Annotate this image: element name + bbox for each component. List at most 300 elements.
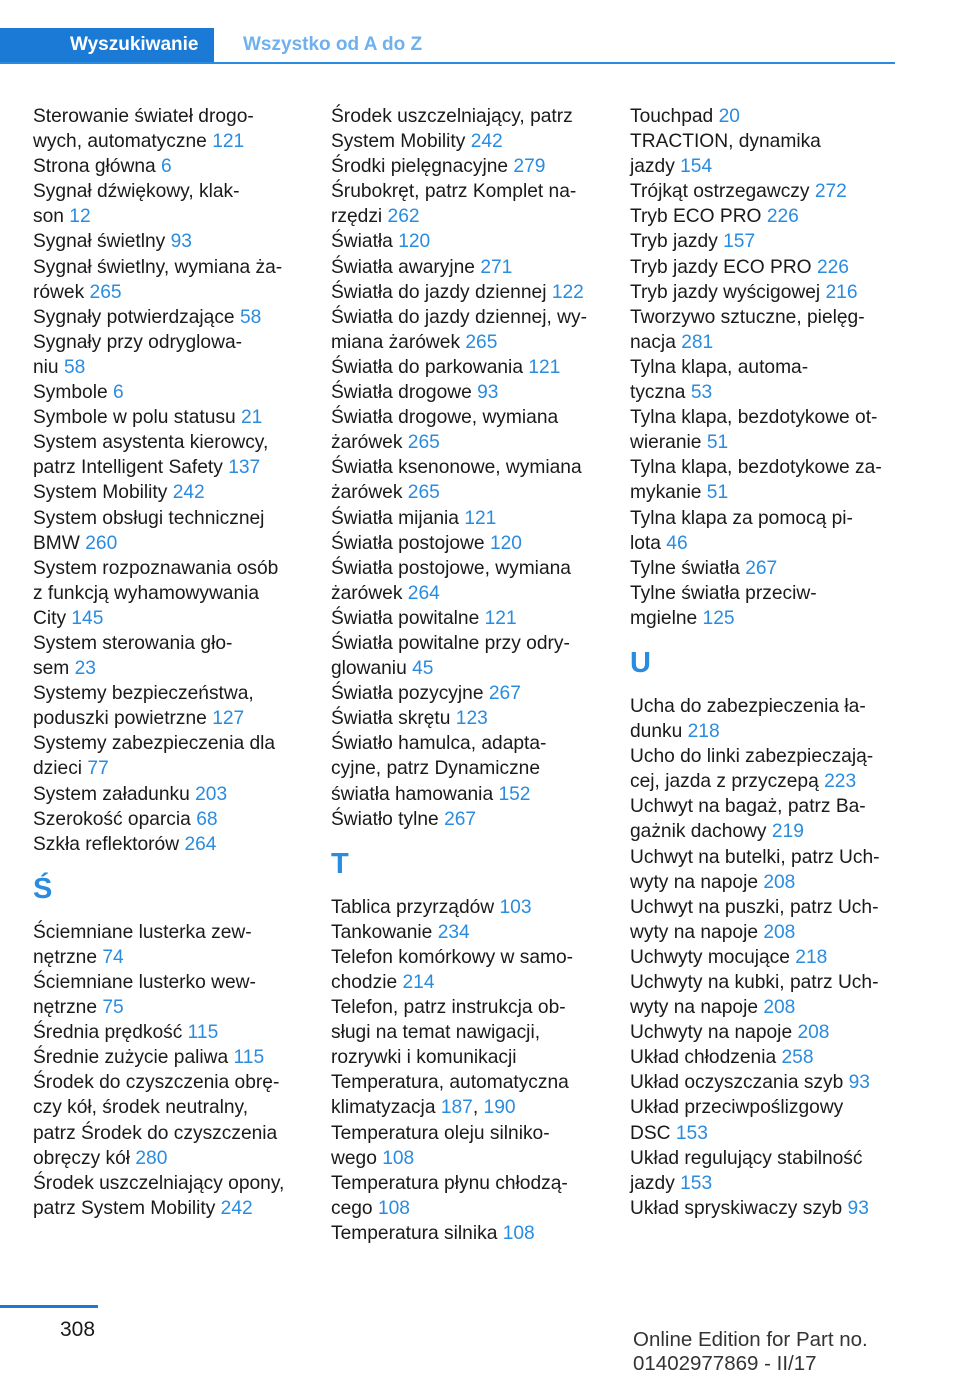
page-reference-link[interactable]: 190 <box>483 1097 516 1119</box>
index-entry-text <box>630 794 895 819</box>
index-entry-text <box>331 380 616 405</box>
index-entry <box>331 255 616 280</box>
index-entry <box>33 832 318 857</box>
index-entry <box>33 154 318 179</box>
index-entry-line: Średnie zużycie paliwa <box>33 1047 229 1069</box>
index-entry-line: System Mobility <box>33 482 168 504</box>
index-entry-text <box>630 430 895 455</box>
index-entry-text <box>33 1095 318 1120</box>
index-entry-text <box>630 920 895 945</box>
index-entry-text <box>630 870 895 895</box>
index-entry-line: Ściemniane lusterka zew- <box>33 921 252 943</box>
page-reference-link[interactable]: 115 <box>233 1047 265 1069</box>
index-entry <box>630 255 895 280</box>
page-reference-link[interactable]: 122 <box>551 281 584 303</box>
page-reference-link[interactable]: 145 <box>71 607 104 629</box>
index-entry-text <box>331 330 616 355</box>
index-entry-line: System rozpoznawania osób <box>33 557 279 579</box>
index-entry-text <box>630 995 895 1020</box>
index-entry-text <box>331 1121 616 1146</box>
page-number: 308 <box>60 1318 96 1341</box>
index-entry-text <box>33 631 318 656</box>
page-reference-link[interactable]: 20 <box>718 106 740 127</box>
page-reference-link[interactable]: 108 <box>502 1222 535 1244</box>
index-entry-text <box>33 405 318 430</box>
index-entry-text <box>331 782 616 807</box>
index-entry <box>33 305 318 330</box>
page-reference-link[interactable]: 234 <box>437 921 470 943</box>
index-entry <box>630 405 895 455</box>
index-entry-line: dzieci <box>33 758 83 780</box>
index-entry <box>630 104 895 129</box>
page-reference-link[interactable]: 265 <box>407 432 440 454</box>
index-entry-text <box>630 819 895 844</box>
index-entry-text <box>33 280 318 305</box>
index-entry <box>331 631 616 681</box>
page-reference-link[interactable]: 265 <box>89 281 122 303</box>
index-entry-line: wyty na napoje <box>630 871 758 893</box>
index-entry-line: Telefon, patrz instrukcja ob- <box>331 997 566 1019</box>
page-reference-link[interactable]: 218 <box>687 721 720 743</box>
index-entry-line: TRACTION, dynamika <box>630 131 821 153</box>
index-entry-line: System obsługi technicznej <box>33 507 265 529</box>
index-entry-line: wyty na napoje <box>630 997 758 1019</box>
index-entry-line: obręczy kół <box>33 1147 131 1169</box>
index-entry-text <box>630 179 895 204</box>
page-reference-link[interactable]: 108 <box>382 1147 415 1169</box>
page-reference-link[interactable]: 258 <box>781 1047 814 1069</box>
page-reference-link[interactable]: 121 <box>528 356 561 378</box>
index-entry-text <box>331 920 616 945</box>
index-entry <box>331 606 616 631</box>
index-entry-line: rzędzi <box>331 206 383 228</box>
index-entry-text <box>33 330 318 355</box>
page-reference-link[interactable]: 12 <box>69 206 91 228</box>
page-reference-link[interactable]: 74 <box>102 946 124 968</box>
page-reference-link[interactable]: 58 <box>63 356 86 378</box>
page-reference-link[interactable]: 152 <box>498 783 531 805</box>
index-entry-text <box>630 330 895 355</box>
page-reference-link[interactable]: 208 <box>763 921 796 943</box>
index-entry-line: Światła do jazdy dziennej <box>331 281 547 303</box>
index-entry <box>331 154 616 179</box>
index-entry-line: Tryb ECO PRO <box>630 206 762 228</box>
index-entry <box>630 895 895 945</box>
page-reference-link[interactable]: 77 <box>87 758 109 780</box>
index-entry <box>630 794 895 844</box>
page-reference-link[interactable]: 115 <box>187 1022 219 1044</box>
index-entry-line: Trójkąt ostrzegawczy <box>630 181 810 203</box>
page-reference-link[interactable]: 75 <box>102 997 124 1019</box>
index-entry-line: Tylna klapa, bezdotykowe ot- <box>630 407 878 429</box>
index-entry-line: System Mobility <box>331 131 466 153</box>
index-entry-text <box>33 380 318 405</box>
index-entry-text <box>331 631 616 656</box>
page-reference-link[interactable]: 157 <box>723 231 756 253</box>
index-entry-line: Światło tylne <box>331 808 439 830</box>
page-reference-link[interactable]: 203 <box>195 783 228 805</box>
index-entry-line: Światła drogowe, wymiana <box>331 407 559 429</box>
page-reference-link[interactable]: 121 <box>212 131 245 153</box>
index-entry-line: cego <box>331 1197 373 1219</box>
index-entry-line: Symbole w polu statusu <box>33 407 236 429</box>
page-reference-link[interactable]: 264 <box>407 582 440 604</box>
index-entry-text <box>33 1146 318 1171</box>
page-reference-link[interactable]: 108 <box>377 1197 410 1219</box>
index-entry-text <box>630 104 895 129</box>
page-reference-link[interactable]: 154 <box>680 156 713 178</box>
index-entry-text <box>630 129 895 154</box>
index-entry <box>630 845 895 895</box>
index-entry-text <box>33 656 318 681</box>
index-letter-heading: U <box>630 646 651 679</box>
index-entry-text <box>331 1070 616 1095</box>
page-reference-link[interactable]: 53 <box>690 382 713 404</box>
index-entry-line: jazdy <box>630 156 675 178</box>
page-reference-link[interactable]: 260 <box>85 532 118 554</box>
page-reference-link[interactable]: 21 <box>240 407 263 429</box>
index-entry-text <box>331 681 616 706</box>
index-entry-line: Światła postojowe, wymiana <box>331 557 571 579</box>
index-entry-text <box>33 1070 318 1095</box>
page-reference-link[interactable]: 223 <box>824 771 857 793</box>
index-entry-text <box>630 845 895 870</box>
index-entry <box>630 581 895 631</box>
index-entry-line: Uchwyty mocujące <box>630 946 790 968</box>
page-reference-link[interactable]: 93 <box>847 1197 869 1219</box>
tab-wyszukiwanie[interactable]: Wyszukiwanie <box>52 28 214 62</box>
page-reference-link[interactable]: 6 <box>161 156 172 178</box>
index-entry-line: Światła skrętu <box>331 708 451 730</box>
page-reference-link[interactable]: 226 <box>766 206 799 228</box>
index-entry-text <box>331 1020 616 1045</box>
page-reference-link[interactable]: 121 <box>484 607 517 629</box>
index-entry-text <box>33 920 318 945</box>
page-reference-link[interactable]: 226 <box>816 256 849 278</box>
index-entry-text <box>630 1171 895 1196</box>
index-entry <box>630 179 895 204</box>
index-entry-text <box>33 731 318 756</box>
index-entry-line: Ucho do linki zabezpieczają- <box>630 746 874 768</box>
index-entry-line: Symbole <box>33 382 108 404</box>
index-entry <box>331 895 616 920</box>
index-entry-line: Tryb jazdy ECO PRO <box>630 256 812 278</box>
index-entry-text <box>630 970 895 995</box>
edition-text: Online Edition for Part no. 01402977869 - II/17 <box>633 1328 868 1375</box>
index-entry <box>33 807 318 832</box>
index-column-3 <box>630 104 895 1221</box>
index-entry-line: Ucha do zabezpieczenia ła- <box>630 695 866 717</box>
index-entry <box>33 380 318 405</box>
index-entry-line: jazdy <box>630 1172 675 1194</box>
index-entry-line: poduszki powietrzne <box>33 708 207 730</box>
index-entry <box>331 1171 616 1221</box>
index-entry-line: DSC <box>630 1122 671 1144</box>
index-entry-line: lota <box>630 532 661 554</box>
page-reference-link[interactable]: 267 <box>488 683 521 705</box>
index-entry <box>33 229 318 254</box>
index-entry <box>630 970 895 1020</box>
page-reference-link[interactable]: 281 <box>681 331 714 353</box>
index-entry-text <box>33 179 318 204</box>
index-entry-line: cej, jazda z przyczepą <box>630 771 819 793</box>
index-entry <box>331 920 616 945</box>
index-entry-text <box>331 731 616 756</box>
index-entry-line: sługi na temat nawigacji, <box>331 1022 541 1044</box>
index-entry <box>630 305 895 355</box>
index-entry-text <box>33 1121 318 1146</box>
index-entry <box>33 731 318 781</box>
index-entry-line: nętrzne <box>33 946 97 968</box>
page-reference-link[interactable]: 93 <box>477 382 499 404</box>
index-entry <box>33 506 318 556</box>
index-entry <box>630 506 895 556</box>
index-entry <box>630 744 895 794</box>
index-entry-text <box>33 355 318 380</box>
index-entry-line: tyczna <box>630 382 686 404</box>
index-entry <box>331 506 616 531</box>
index-entry-text <box>630 719 895 744</box>
index-entry-line: Uchwyty na napoje <box>630 1022 793 1044</box>
index-entry <box>630 694 895 744</box>
index-entry-text <box>33 782 318 807</box>
page-reference-link[interactable]: 208 <box>763 997 796 1019</box>
index-entry-line: City <box>33 607 67 629</box>
page-reference-link[interactable]: 123 <box>455 708 488 730</box>
page-reference-link[interactable]: 280 <box>135 1147 168 1169</box>
index-entry-text <box>33 681 318 706</box>
index-entry-line: żarówek <box>331 432 403 454</box>
index-entry-text <box>331 895 616 920</box>
index-entry-text <box>630 380 895 405</box>
index-entry-text <box>331 154 616 179</box>
index-entry-line: Układ chłodzenia <box>630 1047 777 1069</box>
index-entry-line: Tylna klapa, bezdotykowe za- <box>630 457 882 479</box>
index-entry <box>331 1221 616 1246</box>
index-entry-text <box>331 1221 616 1246</box>
page-reference-link[interactable]: 267 <box>745 557 778 579</box>
index-entry-line: Strona główna <box>33 156 156 178</box>
index-entry <box>630 556 895 581</box>
index-entry-text <box>33 581 318 606</box>
index-entry-line: Światła <box>331 231 393 253</box>
page-reference-link[interactable]: 208 <box>797 1022 830 1044</box>
page-reference-link[interactable]: 262 <box>387 206 420 228</box>
index-entry-text <box>630 455 895 480</box>
page-reference-link[interactable]: 242 <box>470 131 503 153</box>
index-entry <box>331 945 616 995</box>
page-reference-link[interactable]: 272 <box>814 181 847 203</box>
page-reference-link[interactable]: 120 <box>398 231 431 253</box>
index-entry-text <box>331 104 616 129</box>
page-reference-link[interactable]: 242 <box>172 482 205 504</box>
page-reference-link[interactable]: 208 <box>763 871 796 893</box>
index-entry-line: sem <box>33 658 70 680</box>
index-entry-line: światła hamowania <box>331 783 494 805</box>
index-entry <box>331 305 616 355</box>
index-entry-text <box>331 179 616 204</box>
index-entry-line: Tankowanie <box>331 921 433 943</box>
index-entry-text <box>630 531 895 556</box>
page-reference-link[interactable]: 125 <box>702 607 735 629</box>
index-entry-line: Szerokość oparcia <box>33 808 191 830</box>
index-entry-text <box>33 255 318 280</box>
index-entry-text <box>630 355 895 380</box>
index-entry-text <box>331 204 616 229</box>
page-reference-link[interactable]: 93 <box>170 231 192 253</box>
page-reference-link[interactable]: 51 <box>706 432 729 454</box>
index-entry-line: chodzie <box>331 972 398 993</box>
index-entry-line: Sterowanie świateł drogo- <box>33 106 254 127</box>
index-entry <box>630 455 895 505</box>
index-entry <box>630 1095 895 1145</box>
index-entry <box>630 1196 895 1221</box>
page-reference-link[interactable]: 219 <box>771 821 804 843</box>
page-reference-link[interactable]: 58 <box>239 306 262 328</box>
index-entry-line: patrz Środek do czyszczenia <box>33 1122 278 1144</box>
index-entry-text <box>33 480 318 505</box>
index-entry-text <box>630 1045 895 1070</box>
page-reference-link[interactable]: 6 <box>113 382 124 404</box>
index-entry-text <box>33 229 318 254</box>
index-entry-line: Światła awaryjne <box>331 256 475 278</box>
page-reference-link[interactable]: 187 <box>440 1097 473 1119</box>
page-reference-link[interactable]: 121 <box>464 507 497 529</box>
page-reference-link[interactable]: 153 <box>680 1172 713 1194</box>
index-entry-line: żarówek <box>331 482 403 504</box>
page-reference-link[interactable]: 242 <box>220 1197 253 1219</box>
page-reference-link[interactable]: 45 <box>412 658 434 680</box>
index-entry <box>331 681 616 706</box>
index-entry-line: niu <box>33 356 59 378</box>
index-letter-heading: Ś <box>33 872 53 905</box>
page-reference-link[interactable]: 46 <box>666 532 688 554</box>
page-reference-link[interactable]: 216 <box>825 281 858 303</box>
index-entry-line: Układ przeciwpoślizgowy <box>630 1097 844 1119</box>
page-reference-link[interactable]: 265 <box>465 331 498 353</box>
index-entry-line: Touchpad <box>630 106 714 127</box>
tab-wszystko-od-a-do-z[interactable]: Wszystko od A do Z <box>243 34 423 55</box>
page-reference-link[interactable]: 23 <box>74 658 96 680</box>
index-entry-line: Środek uszczelniający, patrz <box>331 106 573 127</box>
index-entry-text <box>630 1146 895 1171</box>
index-entry-text <box>331 280 616 305</box>
index-entry-line: System załadunku <box>33 783 190 805</box>
index-entry <box>630 129 895 179</box>
index-entry-line: rozrywki i komunikacji <box>331 1047 517 1069</box>
page-reference-link[interactable]: 120 <box>489 532 522 554</box>
page-reference-link[interactable]: 271 <box>480 256 513 278</box>
footer-accent-line <box>0 1305 98 1308</box>
index-entry-line: rówek <box>33 281 85 303</box>
index-entry-line: Sygnały przy odryglowa- <box>33 331 243 353</box>
index-entry <box>630 1045 895 1070</box>
index-entry-line: Światła mijania <box>331 507 459 529</box>
page-reference-link[interactable]: 153 <box>675 1122 708 1144</box>
index-entry <box>33 1070 318 1170</box>
index-entry <box>630 355 895 405</box>
index-entry-line: Systemy bezpieczeństwa, <box>33 683 254 705</box>
index-entry <box>331 405 616 455</box>
index-entry-text <box>33 204 318 229</box>
index-entry-text <box>630 1196 895 1221</box>
index-entry <box>33 480 318 505</box>
index-entry-text <box>33 1171 318 1196</box>
index-entry-line: Sygnały potwierdzające <box>33 306 235 328</box>
index-entry-line: dunku <box>630 721 683 743</box>
index-entry <box>331 706 616 731</box>
index-entry-line: patrz System Mobility <box>33 1197 216 1219</box>
index-entry-line: wych, automatyczne <box>33 131 207 153</box>
index-entry-line: Światła do parkowania <box>331 356 523 378</box>
index-entry-text <box>331 807 616 832</box>
index-entry-line: System sterowania gło- <box>33 632 233 654</box>
index-entry-line: Tylne światła <box>630 557 740 579</box>
index-entry-line: z funkcją wyhamowywania <box>33 582 260 604</box>
page-reference-link[interactable]: 218 <box>795 946 828 968</box>
index-entry-text <box>33 706 318 731</box>
index-entry-text <box>331 480 616 505</box>
page-reference-link[interactable]: 214 <box>402 972 435 993</box>
index-entry <box>331 807 616 832</box>
index-entry-line: Sygnał świetlny, wymiana ża- <box>33 256 283 278</box>
index-entry-line: nacja <box>630 331 676 353</box>
page-reference-link[interactable]: 137 <box>228 457 261 479</box>
index-entry-text <box>331 656 616 681</box>
index-entry-text <box>33 430 318 455</box>
index-entry-line: wyty na napoje <box>630 921 758 943</box>
page-reference-link[interactable]: 51 <box>706 482 729 504</box>
index-entry <box>630 229 895 254</box>
index-entry-text <box>33 531 318 556</box>
index-entry-text <box>331 1196 616 1221</box>
index-entry-line: klimatyzacja <box>331 1097 436 1119</box>
index-entry-text <box>630 154 895 179</box>
page-reference-link[interactable]: 68 <box>196 808 218 830</box>
index-entry-text <box>331 945 616 970</box>
page-reference-link[interactable]: 127 <box>212 708 245 730</box>
index-entry <box>630 280 895 305</box>
index-entry-line: Układ oczyszczania szyb <box>630 1072 844 1094</box>
index-entry-text <box>630 556 895 581</box>
page-reference-link[interactable]: 267 <box>444 808 477 830</box>
index-entry <box>331 280 616 305</box>
index-entry-text <box>630 229 895 254</box>
index-entry-text <box>630 581 895 606</box>
index-entry-line: Sygnał świetlny <box>33 231 166 253</box>
index-entry <box>33 330 318 380</box>
index-entry-line: Szkła reflektorów <box>33 833 180 855</box>
index-entry-text <box>630 280 895 305</box>
index-entry-text <box>331 229 616 254</box>
index-entry <box>33 1171 318 1221</box>
index-entry <box>331 531 616 556</box>
page-reference-link[interactable]: 264 <box>184 833 217 855</box>
index-entry-line: System asystenta kierowcy, <box>33 432 269 454</box>
index-entry-text <box>630 606 895 631</box>
page-reference-link[interactable]: 279 <box>513 156 546 178</box>
page-reference-link[interactable]: 265 <box>407 482 440 504</box>
index-entry-line: mgielne <box>630 607 698 629</box>
index-entry-text <box>331 706 616 731</box>
index-entry <box>331 556 616 606</box>
index-entry <box>630 1146 895 1196</box>
index-entry-text <box>331 355 616 380</box>
page-reference-link[interactable]: 93 <box>848 1072 870 1094</box>
page-reference-link[interactable]: 103 <box>499 896 532 918</box>
index-entry-text <box>331 995 616 1020</box>
index-entry-text <box>33 305 318 330</box>
